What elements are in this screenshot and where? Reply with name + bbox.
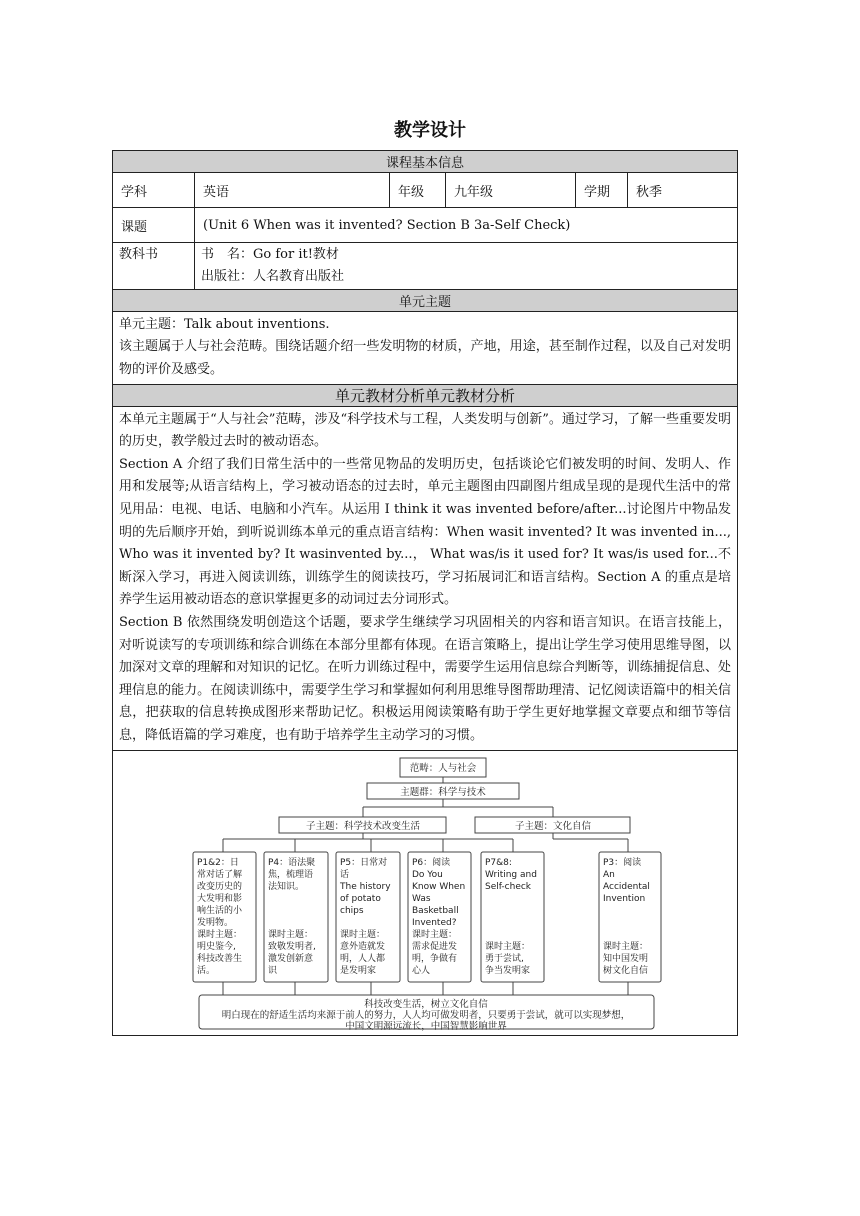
lesson-node-3-line: 课时主题： (340, 929, 386, 940)
lesson-node-4-line: 心人 (412, 965, 431, 976)
lesson-node-6-line: 树文化自信 (603, 965, 649, 976)
lesson-node-4-line: Basketball (412, 905, 459, 916)
lesson-node-1-line: 发明物。 (197, 917, 234, 928)
lesson-node-4-line: 需求促进发 (412, 941, 458, 952)
lesson-node-2-line: P4：语法聚 (268, 857, 316, 868)
lesson-node-3-line: 是发明家 (340, 965, 377, 976)
lesson-node-6-line: An (603, 869, 615, 880)
lesson-node-3-line: 意外造就发 (340, 941, 386, 952)
lesson-node-1-line: 课时主题： (197, 929, 243, 940)
lesson-node-6-line: Invention (603, 893, 646, 904)
lesson-node-2-line: 焦，梳理语 (268, 869, 314, 880)
lesson-node-5-line: 课时主题： (485, 941, 531, 952)
basic-info-header: 课程基本信息 (113, 151, 738, 173)
grade-label: 年级 (390, 173, 446, 208)
unit-theme-line2: 该主题属于人与社会范畴。围绕话题介绍一些发明物的材质，产地，用途，甚至制作过程，以及自己对发明物的评价及感受。 (119, 339, 732, 377)
publisher: 出版社：人名教育出版社 (201, 269, 345, 285)
lesson-node-1-line: 常对话了解 (197, 869, 243, 880)
lesson-node-3-line: 明，人人都 (340, 953, 386, 964)
textbook-label: 教科书 (113, 243, 195, 290)
lesson-node-3-line: of potato (340, 893, 381, 904)
lesson-node-1-line: 科技改善生 (197, 953, 243, 964)
lesson-node-4-line: P6：阅读 (412, 857, 451, 868)
term-label: 学期 (576, 173, 628, 208)
summary-line-1: 科技改变生活，树立文化自信 (364, 998, 488, 1010)
lesson-node-2-line: 法知识。 (268, 881, 305, 892)
mindmap-cell (113, 750, 738, 1035)
lesson-node-1-line: 响生活的小 (197, 905, 243, 916)
lesson-node-2-line: 激发创新意 (268, 953, 314, 964)
grade-value: 九年级 (446, 173, 576, 208)
root-node-label: 范畴：人与社会 (409, 762, 477, 774)
lesson-node-3-line: chips (340, 905, 364, 916)
term-value: 秋季 (628, 173, 738, 208)
textbook-value (195, 243, 738, 290)
lesson-node-5-line: 勇于尝试, (485, 953, 524, 964)
lesson-node-4-line: 明，争做有 (412, 953, 458, 964)
lesson-node-4-line: Do You (412, 869, 443, 880)
lesson-node-5-line: 争当发明家 (485, 965, 531, 976)
mindmap-diagram (113, 751, 736, 1035)
lesson-node-4-line: Was (412, 893, 431, 904)
lesson-node-2-line: 课时主题： (268, 929, 314, 940)
analysis-body (113, 406, 738, 750)
book-name: 书 名：Go for it!教材 (201, 247, 339, 262)
unit-theme-line1: 单元主题：Talk about inventions. (119, 316, 330, 332)
lesson-node-1-line: 活。 (197, 965, 216, 976)
lesson-node-6-line: P3：阅读 (603, 857, 642, 868)
lesson-node-1-line: 明史鉴今, (197, 941, 236, 952)
page-title: 教学设计 (394, 120, 466, 141)
lesson-node-1-line: 大发明和影 (197, 893, 243, 904)
subtopic-2-label: 子主题：文化自信 (514, 820, 592, 832)
lesson-node-3-line: P5：日常对 (340, 857, 388, 868)
lesson-node-3-line: 话 (340, 869, 350, 880)
design-table (112, 150, 738, 1036)
unit-theme-header: 单元主题 (113, 289, 738, 311)
lesson-node-2-line: 致敬发明者, (268, 941, 316, 952)
lesson-node-6-line: 课时主题： (603, 941, 649, 952)
analysis-paragraph-3: Section B 依然围绕发明创造这个话题，要求学生继续学习巩固相关的内容和语言知识。在语言技能上，对听说读写的专项训练和综合训练在本部分里都有体现。在语言策略上，提出让学生学习使用思维导图，以加深对文章的理解和对知识的记忆。在听力训练过程中，需要学生运用信息综合判断等，训练捕捉信息、处理信息的能力。在阅读训练中，需要学生学习和掌握如何利用思维导图帮助理清、记忆阅读语篇中的相关信息，把获取的信息转换成图形来帮助记忆。积极运用阅读策略有助于学生更好地掌握文章要点和细节等信息，降低语篇的学习难度，也有助于培养学生主动学习的习惯。 (119, 614, 732, 743)
unit-theme-body (113, 311, 738, 384)
subject-label: 学科 (113, 173, 195, 208)
group-node-label: 主题群：科学与技术 (400, 786, 486, 798)
lesson-node-5-line: Writing and (485, 869, 537, 880)
analysis-paragraph-1: 本单元主题属于“人与社会”范畴，涉及“科学技术与工程，人类发明与创新”。通过学习，了解一些重要发明的历史，教学般过去时的被动语态。 (119, 411, 732, 450)
lesson-node-5-line: P7&8: (485, 857, 512, 868)
lesson-node-6-line: 知中国发明 (603, 953, 649, 964)
lesson-node-1-line: 改变历史的 (197, 881, 243, 892)
subtopic-1-label: 子主题：科学技术改变生活 (305, 820, 421, 832)
summary-line-2: 明白现在的舒适生活均来源于前人的努力，人人均可做发明者，只要勇于尝试，就可以实现梦想， (221, 1009, 631, 1021)
lesson-node-5-line: Self-check (485, 881, 532, 892)
topic-value: (Unit 6 When was it invented? Section B 3a-Self Check) (195, 208, 738, 243)
lesson-node-1-line: P1&2：日 (197, 857, 239, 868)
lesson-node-4-line: Invented? (412, 917, 457, 928)
analysis-paragraph-2: Section A 介绍了我们日常生活中的一些常见物品的发明历史，包括谈论它们被发明的时间、发明人、作用和发展等;从语言结构上，学习被动语态的过去时，单元主题图由四副图片组成呈现的是现代生活中的常见用品：电视、电话、电脑和小汽车。从运用 I think it was invented before/after...讨论图片中物品发明的先后顺序开始，到听说训练本单元的重点语言结构：When wasit invented? It was invented in..., Who was it invented by? It wasinvented by...， What was/is it used for? It was/is used for...不断深入学习，再进入阅读训练，训练学生的阅读技巧，学习拓展词汇和语言结构。Section A 的重点是培养学生运用被动语态的意识掌握更多的动词过去分词形式。 (119, 456, 732, 608)
topic-label: 课题 (113, 208, 195, 243)
lesson-node-2-line: 识 (268, 965, 278, 976)
summary-line-3: 中国文明源远流长，中国智慧影响世界 (345, 1020, 507, 1032)
lesson-node-6-line: Accidental (603, 881, 650, 892)
subject-value: 英语 (195, 173, 390, 208)
lesson-node-4-line: Know When (412, 881, 466, 892)
analysis-header: 单元教材分析单元教材分析 (113, 384, 738, 406)
lesson-node-3-line: The history (340, 881, 391, 892)
lesson-node-4-line: 课时主题： (412, 929, 458, 940)
